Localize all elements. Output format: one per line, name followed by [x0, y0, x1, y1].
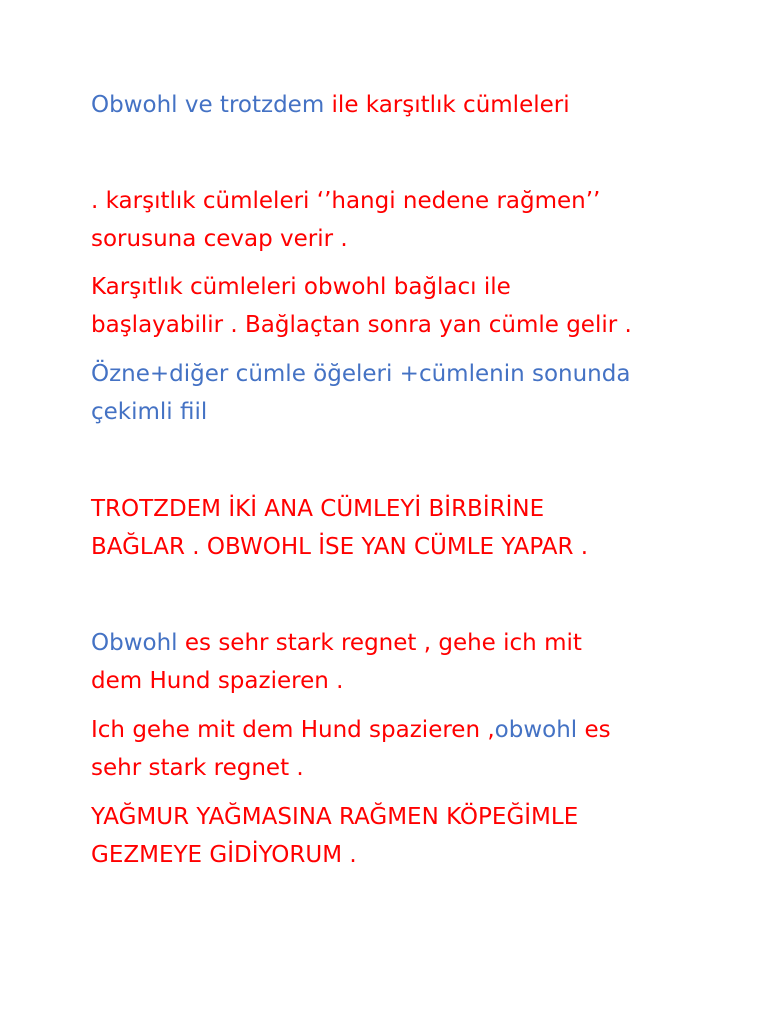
heading-rest: ile karşıtlık cümleleri	[331, 92, 570, 118]
paragraph-obwohl-rule	[91, 268, 632, 344]
keyword-obwohl: obwohl	[494, 717, 578, 743]
paragraph-line: GEZMEYE GİDİYORUM .	[91, 842, 357, 868]
paragraph-line: Karşıtlık cümleleri obwohl bağlacı ile	[91, 274, 511, 300]
paragraph-line: sorusuna cevap verir .	[91, 226, 348, 252]
paragraph-line: BAĞLAR . OBWOHL İSE YAN CÜMLE YAPAR .	[91, 534, 589, 560]
paragraph-line: YAĞMUR YAĞMASINA RAĞMEN KÖPEĞİMLE	[91, 804, 579, 830]
paragraph-line: çekimli fiil	[91, 399, 208, 425]
paragraph-word-order	[91, 355, 630, 431]
translation-sentence	[91, 798, 578, 874]
paragraph-trotzdem-rule	[91, 490, 588, 566]
paragraph-line: TROTZDEM İKİ ANA CÜMLEYİ BİRBİRİNE	[91, 496, 545, 522]
paragraph-line: Özne+diğer cümle öğeleri +cümlenin sonunda	[91, 361, 631, 387]
example-text: sehr stark regnet .	[91, 755, 304, 781]
example-text: Ich gehe mit dem Hund spazieren ,	[91, 717, 495, 743]
heading-keywords: Obwohl ve trotzdem	[91, 92, 332, 118]
paragraph-line: başlayabilir . Bağlaçtan sonra yan cümle gelir .	[91, 312, 632, 338]
heading	[91, 86, 570, 124]
paragraph-line: . karşıtlık cümleleri ‘’hangi nedene rağmen’’	[91, 188, 601, 214]
example-text: es	[577, 717, 611, 743]
paragraph-definition	[91, 182, 600, 258]
example-sentence-1	[91, 624, 582, 700]
keyword-obwohl: Obwohl	[91, 630, 178, 656]
example-text: es sehr stark regnet , gehe ich mit	[177, 630, 582, 656]
example-text: dem Hund spazieren .	[91, 668, 344, 694]
example-sentence-2	[91, 711, 611, 787]
